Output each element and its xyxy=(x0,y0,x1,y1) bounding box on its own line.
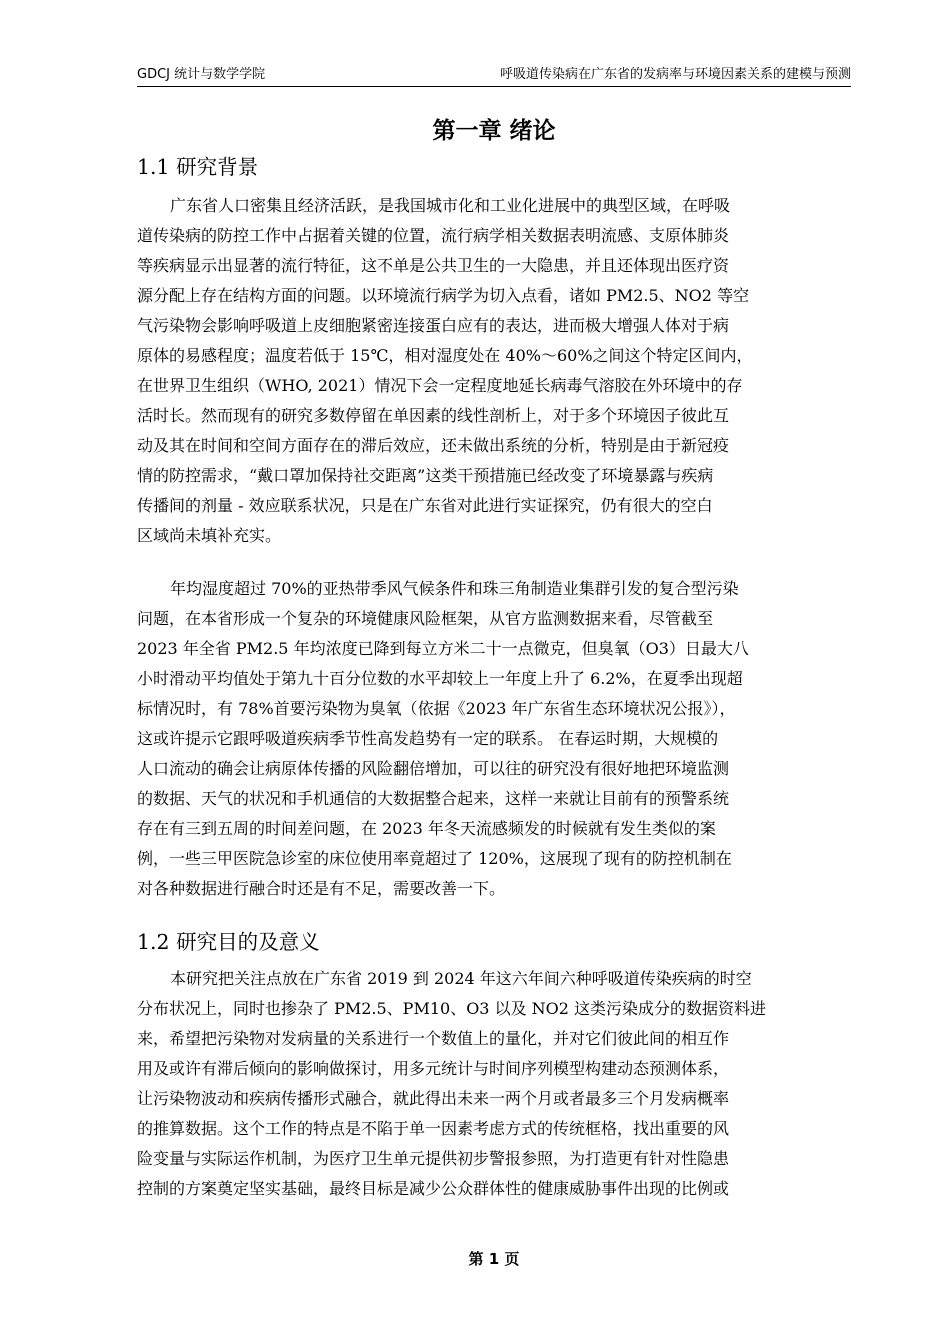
text-line: 分布状况上，同时也掺杂了 PM2.5、PM10、O3 以及 NO2 这类污染成分的数据资料进 xyxy=(137,999,767,1018)
text-line: 动及其在时间和空间方面存在的滞后效应，还未做出系统的分析，特别是由于新冠疫 xyxy=(137,436,730,455)
text-line: 控制的方案奠定坚实基础，最终目标是减少公众群体性的健康威胁事件出现的比例或 xyxy=(137,1179,730,1198)
text-line: 用及或许有滞后倾向的影响做探讨，用多元统计与时间序列模型构建动态预测体系， xyxy=(137,1059,730,1078)
section-heading-1-2: 1.2 研究目的及意义 xyxy=(137,930,320,954)
text-line: 标情况时，有 78%首要污染物为臭氧（依据《2023 年广东省生态环境状况公报》）， xyxy=(137,699,736,718)
text-line: 让污染物波动和疾病传播形式融合，就此得出未来一两个月或者最多三个月发病概率 xyxy=(137,1089,730,1108)
chapter-title: 第一章 绪论 xyxy=(432,118,556,144)
text-line: 2023 年全省 PM2.5 年均浓度已降到每立方米二十一点微克，但臭氧（O3）日最大八 xyxy=(137,639,749,658)
section-heading-1-1: 1.1 研究背景 xyxy=(137,155,259,179)
text-line: 区域尚未填补充实。 xyxy=(137,526,282,545)
text-line: 本研究把关注点放在广东省 2019 到 2024 年这六年间六种呼吸道传染疾病的时空 xyxy=(170,969,752,988)
paragraph-3 xyxy=(137,964,851,1204)
text-line: 原体的易感程度；温度若低于 15℃，相对湿度处在 40%～60%之间这个特定区间内， xyxy=(137,346,753,365)
text-line: 道传染病的防控工作中占据着关键的位置，流行病学相关数据表明流感、支原体肺炎 xyxy=(137,226,730,245)
text-line: 气污染物会影响呼吸道上皮细胞紧密连接蛋白应有的表达，进而极大增强人体对于病 xyxy=(137,316,730,335)
text-line: 来，希望把污染物对发病量的关系进行一个数值上的量化，并对它们彼此间的相互作 xyxy=(137,1029,730,1048)
text-line: 例，一些三甲医院急诊室的床位使用率竟超过了 120%，这展现了现有的防控机制在 xyxy=(137,849,732,868)
text-line: 对各种数据进行融合时还是有不足，需要改善一下。 xyxy=(137,879,506,898)
text-line: 问题，在本省形成一个复杂的环境健康风险框架，从官方监测数据来看，尽管截至 xyxy=(137,609,714,628)
text-line: 的数据、天气的状况和手机通信的大数据整合起来，这样一来就让目前有的预警系统 xyxy=(137,789,730,808)
text-line: 等疾病显示出显著的流行特征，这不单是公共卫生的一大隐患，并且还体现出医疗资 xyxy=(137,256,730,275)
text-line: 险变量与实际运作机制，为医疗卫生单元提供初步警报参照，为打造更有针对性隐患 xyxy=(137,1149,730,1168)
text-line: 情的防控需求，“戴口罩加保持社交距离”这类干预措施已经改变了环境暴露与疾病 xyxy=(137,466,714,485)
text-line: 人口流动的确会让病原体传播的风险翻倍增加，可以往的研究没有很好地把环境监测 xyxy=(137,759,730,778)
text-line: 年均湿度超过 70%的亚热带季风气候条件和珠三角制造业集群引发的复合型污染 xyxy=(170,579,739,598)
text-line: 传播间的剂量 - 效应联系状况，只是在广东省对此进行实证探究，仍有很大的空白 xyxy=(137,496,713,515)
text-line: 在世界卫生组织（WHO, 2021）情况下会一定程度地延长病毒气溶胶在外环境中的存 xyxy=(137,376,743,395)
text-line: 这或许提示它跟呼吸道疾病季节性高发趋势有一定的联系。 在春运时期，大规模的 xyxy=(137,729,719,748)
header-school: GDCJ 统计与数学学院 xyxy=(137,67,266,82)
text-line: 源分配上存在结构方面的问题。以环境流行病学为切入点看，诸如 PM2.5、NO2 等空 xyxy=(137,286,750,305)
text-line: 小时滑动平均值处于第九十百分位数的水平却较上一年度上升了 6.2%，在夏季出现超 xyxy=(137,669,743,688)
text-line: 广东省人口密集且经济活跃，是我国城市化和工业化进展中的典型区域，在呼吸 xyxy=(170,196,731,215)
paragraph-1 xyxy=(137,191,851,551)
text-line: 的推算数据。这个工作的特点是不陷于单一因素考虑方式的传统框格，找出重要的风 xyxy=(137,1119,730,1138)
paragraph-2 xyxy=(137,574,851,904)
header-thesis-title: 呼吸道传染病在广东省的发病率与环境因素关系的建模与预测 xyxy=(499,67,851,82)
page-header xyxy=(137,66,851,87)
text-line: 存在有三到五周的时间差问题，在 2023 年冬天流感频发的时候就有发生类似的案 xyxy=(137,819,716,838)
page-number: 第 1 页 xyxy=(468,1250,520,1268)
text-line: 活时长。然而现有的研究多数停留在单因素的线性剖析上，对于多个环境因子彼此互 xyxy=(137,406,730,425)
